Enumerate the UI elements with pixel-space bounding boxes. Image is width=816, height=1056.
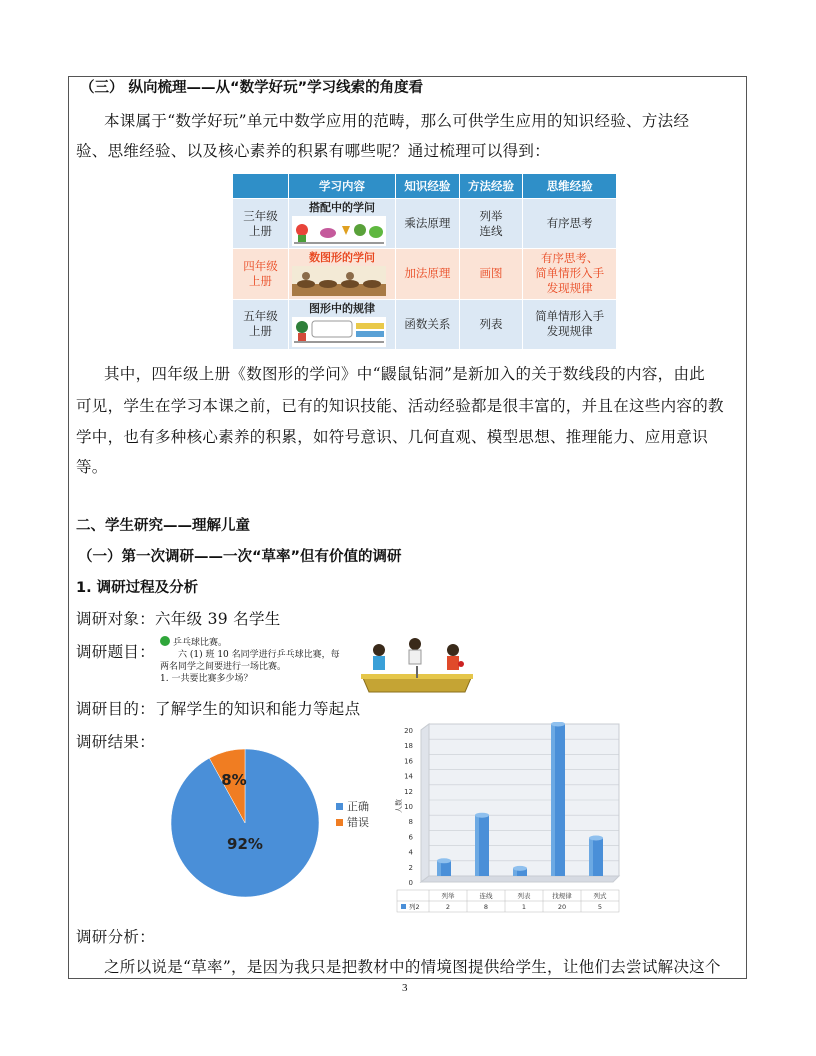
x-tick-label: 列式 <box>593 892 607 900</box>
survey-question-label: 调研题目： <box>76 643 156 661</box>
data-label: 8 <box>483 903 489 911</box>
topic-title: 数图形的学问 <box>309 251 375 265</box>
data-label: 20 <box>557 903 567 911</box>
data-label: 2 <box>445 903 451 911</box>
table-header: 思维经验 <box>523 174 617 199</box>
table-header-row <box>233 174 617 199</box>
paragraph-line: 之所以说是“草率”，是因为我只是把教材中的情境图提供给学生，让他们去尝试解决这个 <box>104 958 721 976</box>
y-tick-label: 18 <box>404 742 413 751</box>
bar-top <box>475 813 489 818</box>
paragraph-line: 可见，学生在学习本课之前，已有的知识技能、活动经验都是很丰富的，并且在这些内容的教 <box>76 397 724 415</box>
y-tick-label: 2 <box>408 863 413 872</box>
y-tick-label: 16 <box>404 757 413 766</box>
legend-swatch <box>336 819 343 826</box>
pie-data-label: 92% <box>227 835 263 853</box>
legend-label: 正确 <box>347 800 369 813</box>
topic-title: 图形中的规律 <box>309 301 375 315</box>
y-tick-label: 14 <box>404 772 413 781</box>
problem-line: 两名同学之间要进行一场比赛。 <box>160 662 287 672</box>
knowledge-cell: 加法原理 <box>396 249 460 299</box>
legend-swatch <box>336 803 343 810</box>
grade-cell: 三年级 上册 <box>233 199 289 249</box>
table-header <box>233 174 289 199</box>
y-tick-label: 6 <box>408 833 413 842</box>
chart-floor <box>421 876 619 882</box>
grade-cell: 五年级 上册 <box>233 299 289 349</box>
subsection-heading: 1. 调研过程及分析 <box>76 580 199 596</box>
y-tick-label: 12 <box>404 787 413 796</box>
survey-analysis-label: 调研分析： <box>76 928 156 946</box>
y-tick-label: 20 <box>404 727 413 735</box>
green-dot-icon <box>160 636 170 646</box>
knowledge-cell: 乘法原理 <box>396 199 460 249</box>
problem-line: 1. 一共要比赛多少场？ <box>160 674 253 684</box>
topic-illustration <box>292 216 386 246</box>
legend-swatch <box>401 904 406 909</box>
subsection-heading: （一）第一次调研——一次“草率”但有价值的调研 <box>78 549 402 565</box>
y-tick-label: 8 <box>408 818 413 827</box>
table-row <box>233 249 617 299</box>
survey-goal: 调研目的：了解学生的知识和能力等起点 <box>76 700 361 718</box>
data-label: 5 <box>597 903 603 911</box>
table-header: 知识经验 <box>396 174 460 199</box>
topic-title: 搭配中的学问 <box>309 201 375 214</box>
method-cell: 列举 连线 <box>459 199 523 249</box>
method-cell: 列表 <box>459 299 523 349</box>
y-tick-label: 10 <box>404 803 413 811</box>
problem-snippet <box>160 636 355 696</box>
x-tick-label: 连线 <box>479 892 493 900</box>
bar-top <box>589 836 603 841</box>
series-name: 列2 <box>409 903 420 911</box>
method-cell: 画图 <box>459 249 523 299</box>
x-tick-label: 列举 <box>441 892 455 900</box>
y-tick-label: 0 <box>408 879 413 887</box>
bar-highlight <box>437 861 441 876</box>
pie-data-label: 8% <box>221 770 247 789</box>
section-heading: （三） 纵向梳理——从“数学好玩”学习线索的角度看 <box>80 80 424 96</box>
topic-illustration <box>292 317 386 347</box>
paragraph-line: 学中，也有多种核心素养的积累，如符号意识、几何直观、模型思想、推理能力、应用意识 <box>76 428 709 446</box>
survey-result-label: 调研结果： <box>76 733 156 751</box>
topic-cell <box>289 299 396 349</box>
thinking-cell: 有序思考 <box>523 199 617 249</box>
table-header: 学习内容 <box>289 174 396 199</box>
table-header: 方法经验 <box>459 174 523 199</box>
pie-chart <box>170 748 370 898</box>
survey-object: 调研对象：六年级 39 名学生 <box>76 610 281 628</box>
paragraph-line: 其中，四年级上册《数图形的学问》中“鼹鼠钻洞”是新加入的关于数线段的内容，由此 <box>104 365 706 383</box>
page-number: 3 <box>402 982 408 994</box>
bar-highlight <box>589 838 593 876</box>
bar-highlight <box>551 724 555 876</box>
experience-table <box>232 173 617 350</box>
data-label: 1 <box>521 903 527 911</box>
topic-cell <box>289 199 396 249</box>
knowledge-cell: 函数关系 <box>396 299 460 349</box>
topic-cell <box>289 249 396 299</box>
paragraph-line: 本课属于“数学好玩”单元中数学应用的范畴，那么可供学生应用的知识经验、方法经 <box>104 112 690 130</box>
thinking-cell: 简单情形入手 发现规律 <box>523 299 617 349</box>
bar-top <box>437 858 451 863</box>
problem-title: 乒乓球比赛。 <box>173 638 228 648</box>
ping-pong-illustration <box>357 636 477 696</box>
thinking-cell: 有序思考、 简单情形入手 发现规律 <box>523 249 617 299</box>
part-heading: 二、学生研究——理解儿童 <box>76 518 250 534</box>
bar-highlight <box>475 815 479 876</box>
topic-illustration <box>292 266 386 296</box>
table-row <box>233 199 617 249</box>
table-row <box>233 299 617 349</box>
bar-chart <box>393 722 625 914</box>
grade-cell: 四年级 上册 <box>233 249 289 299</box>
legend-label: 错误 <box>347 816 369 829</box>
y-axis-label: 人数 <box>395 799 403 813</box>
y-tick-label: 4 <box>408 848 413 857</box>
x-tick-label: 列表 <box>517 892 531 900</box>
paragraph-line: 验、思维经验、以及核心素养的积累有哪些呢？通过梳理可以得到： <box>76 142 551 160</box>
paragraph-line: 等。 <box>76 458 108 476</box>
problem-line: 六 (1) 班 10 名同学进行乒乓球比赛，每 <box>178 650 340 660</box>
bar-top <box>513 866 527 871</box>
chart-side-wall <box>421 724 429 882</box>
x-tick-label: 找规律 <box>552 892 572 900</box>
